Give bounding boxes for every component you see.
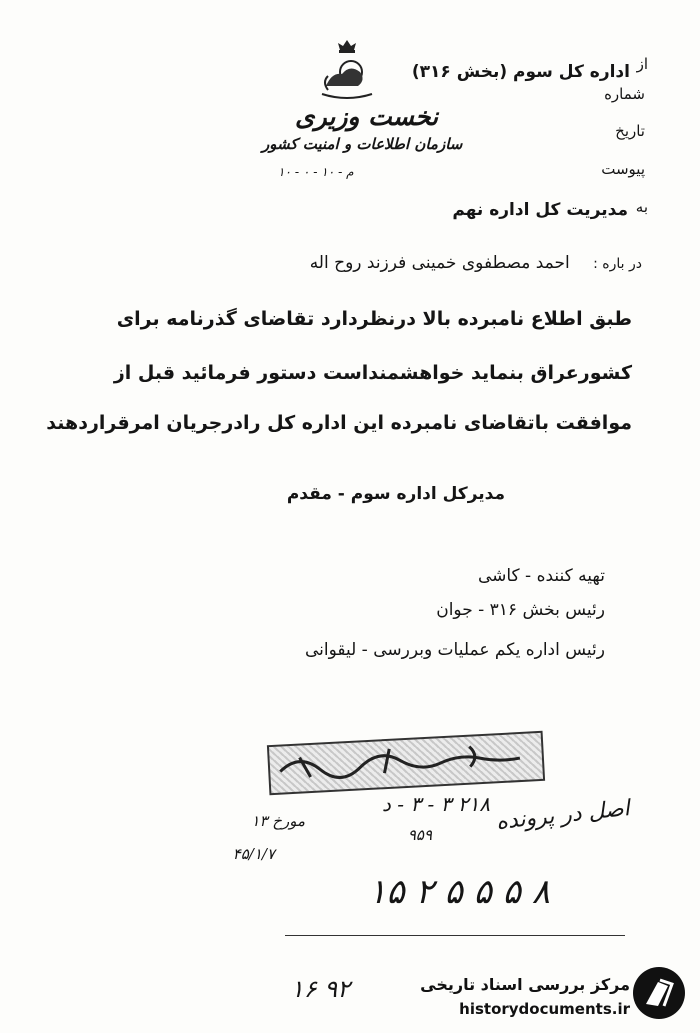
prepared-by-line-3: رئیس اداره یکم عملیات وبررسی - لیقوانی: [304, 640, 605, 660]
lion-and-sun-emblem-icon: [318, 38, 376, 100]
subject-label: در باره :: [593, 256, 642, 272]
to-value: مدیریت کل اداره نهم: [452, 200, 628, 220]
org-subtitle: سازمان اطلاعات و امنیت کشور: [262, 135, 463, 153]
prepared-by-line-1: تهیه کننده - کاشی: [477, 566, 605, 586]
handwritten-note-1: ۲۱۸ ۳ - ۳ - د: [382, 792, 490, 816]
subject-line: [310, 253, 642, 273]
received-stamp: [267, 731, 545, 795]
from-value: اداره کل سوم (بخش ۳۱۶): [411, 62, 630, 82]
attachment-label: پیوست: [601, 160, 645, 178]
date-label: تاریخ: [615, 122, 645, 140]
handwritten-side-note: اصل در پرونده: [495, 796, 631, 835]
org-title: نخست وزیری: [295, 102, 439, 131]
body-line-2: کشورعراق بنماید خواهشمنداست دستور فرمائید قبل از: [113, 362, 632, 384]
handwritten-note-2: مورخ ۱۳: [251, 812, 305, 830]
number-label: شماره: [604, 85, 645, 103]
handwritten-big-number: ۸ ۵ ۵ ۵ ۲ ۱۵: [368, 872, 550, 912]
divider-line: [285, 935, 625, 936]
handwritten-bottom-number: ۹۲ ۱۶: [290, 975, 350, 1003]
subject-value: احمد مصطفوی خمینی فرزند روح اله: [309, 253, 570, 273]
handwritten-note-3: ۹۵۹: [407, 826, 432, 844]
signature-line: مدیرکل اداره سوم - مقدم: [286, 484, 505, 504]
watermark-url: historydocuments.ir: [459, 1000, 630, 1018]
from-label: از: [636, 55, 648, 73]
history-documents-logo-icon: [632, 966, 687, 1021]
body-line-3: موافقت باتقاضای نامبرده این اداره کل رادرجریان امرقراردهند: [46, 412, 632, 434]
org-code: م - ۱۰ - ۰ - ۱۰: [278, 165, 354, 179]
watermark-title: مرکز بررسی اسناد تاریخی: [420, 975, 630, 994]
stamp-scribble-icon: [269, 734, 531, 788]
body-line-1: طبق اطلاع نامبرده بالا درنظردارد تقاضای گذرنامه برای: [116, 308, 632, 330]
to-label: به: [635, 198, 648, 216]
handwritten-date: ۴۵/۱/۷: [232, 845, 275, 863]
prepared-by-line-2: رئیس بخش ۳۱۶ - جوان: [436, 600, 605, 620]
